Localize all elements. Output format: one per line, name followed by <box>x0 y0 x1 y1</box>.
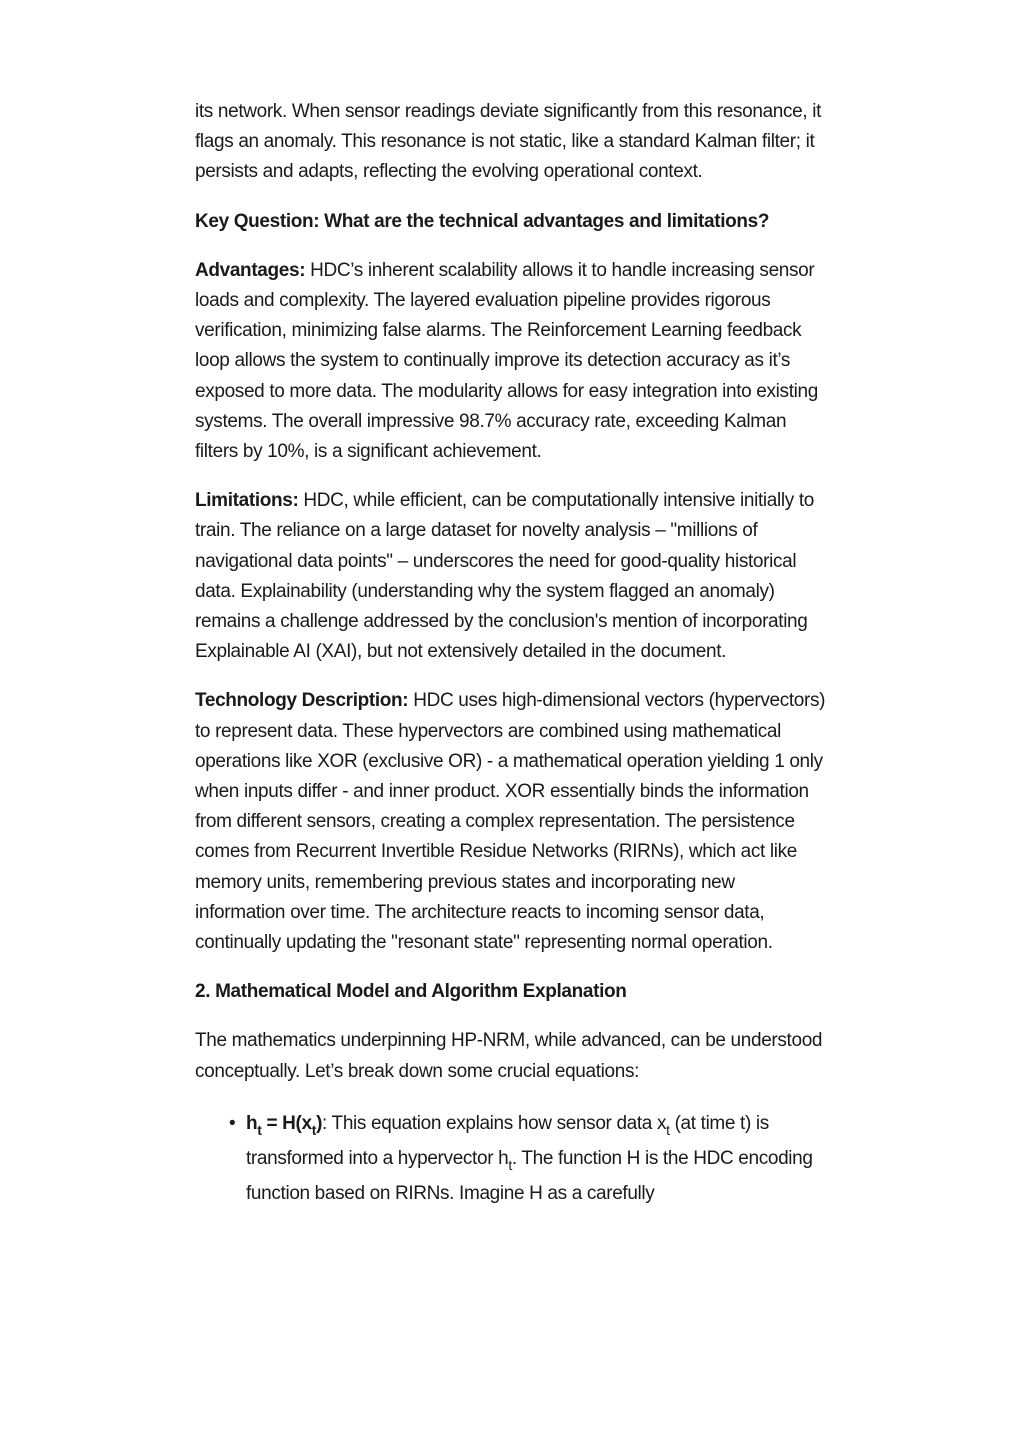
advantages-paragraph <box>195 256 827 467</box>
limitations-text: HDC, while efficient, can be computationally intensive initially to train. The reliance on a large dataset for novelty analysis – "millions of navigational data points" – underscores the need for good-quality historical data. Explainability (understanding why the system flagged an anomaly) remains a challenge addressed by the conclusion's mention of incorporating Explainable AI (XAI), but not extensively detailed in the document. <box>195 490 814 663</box>
intro-paragraph: its network. When sensor readings deviate significantly from this resonance, it flags an anomaly. This resonance is not static, like a standard Kalman filter; it persists and adapts, reflecting the evolving operational context. <box>195 101 822 183</box>
limitations-label: Limitations: <box>195 490 299 512</box>
equation-explanation: : This equation explains how sensor data $x_t$ (at time t) is transformed into a hypervector $h_t$. The function H is the HDC encoding function based on RIRNs. Imagine H as a carefully <box>246 1112 813 1204</box>
equation-formula: $h_t = H(x_t)$ <box>246 1112 323 1138</box>
advantages-text: HDC’s inherent scalability allows it to handle increasing sensor loads and complexity. The layered evaluation pipeline provides rigorous verification, minimizing false alarms. The Reinforcement Learning feedback loop allows the system to continually improve its detection accuracy as it’s exposed to more data. The modularity allows for easy integration into existing systems. The overall impressive 98.7% accuracy rate, exceeding Kalman filters by 10%, is a significant achievement. <box>195 259 818 463</box>
technology-description-text: HDC uses high-dimensional vectors (hypervectors) to represent data. These hypervectors are combined using mathematical operations like XOR (exclusive OR) - a mathematical operation yielding 1 only when inputs differ - and inner product. XOR essentially binds the information from different sensors, creating a complex representation. The persistence comes from Recurrent Invertible Residue Networks (RIRNs), which act like memory units, remembering previous states and incorporating new information over time. The architecture reacts to incoming sensor data, continually updating the "resonant state" representing normal operation. <box>195 690 826 954</box>
technology-description-label: Technology Description: <box>195 690 409 712</box>
bullet-icon: • <box>229 1112 236 1134</box>
key-question-heading: Key Question: What are the technical advantages and limitations? <box>195 210 770 232</box>
equation-list <box>195 1106 827 1211</box>
document-page <box>195 97 827 1211</box>
limitations-paragraph <box>195 486 827 667</box>
advantages-label: Advantages: <box>195 259 306 281</box>
section-heading: 2. Mathematical Model and Algorithm Explanation <box>195 981 627 1003</box>
technology-description-paragraph <box>195 686 827 958</box>
section-intro-paragraph: The mathematics underpinning HP-NRM, while advanced, can be understood conceptually. Let’s break down some crucial equations: <box>195 1030 823 1082</box>
equation-list-item <box>229 1106 827 1211</box>
